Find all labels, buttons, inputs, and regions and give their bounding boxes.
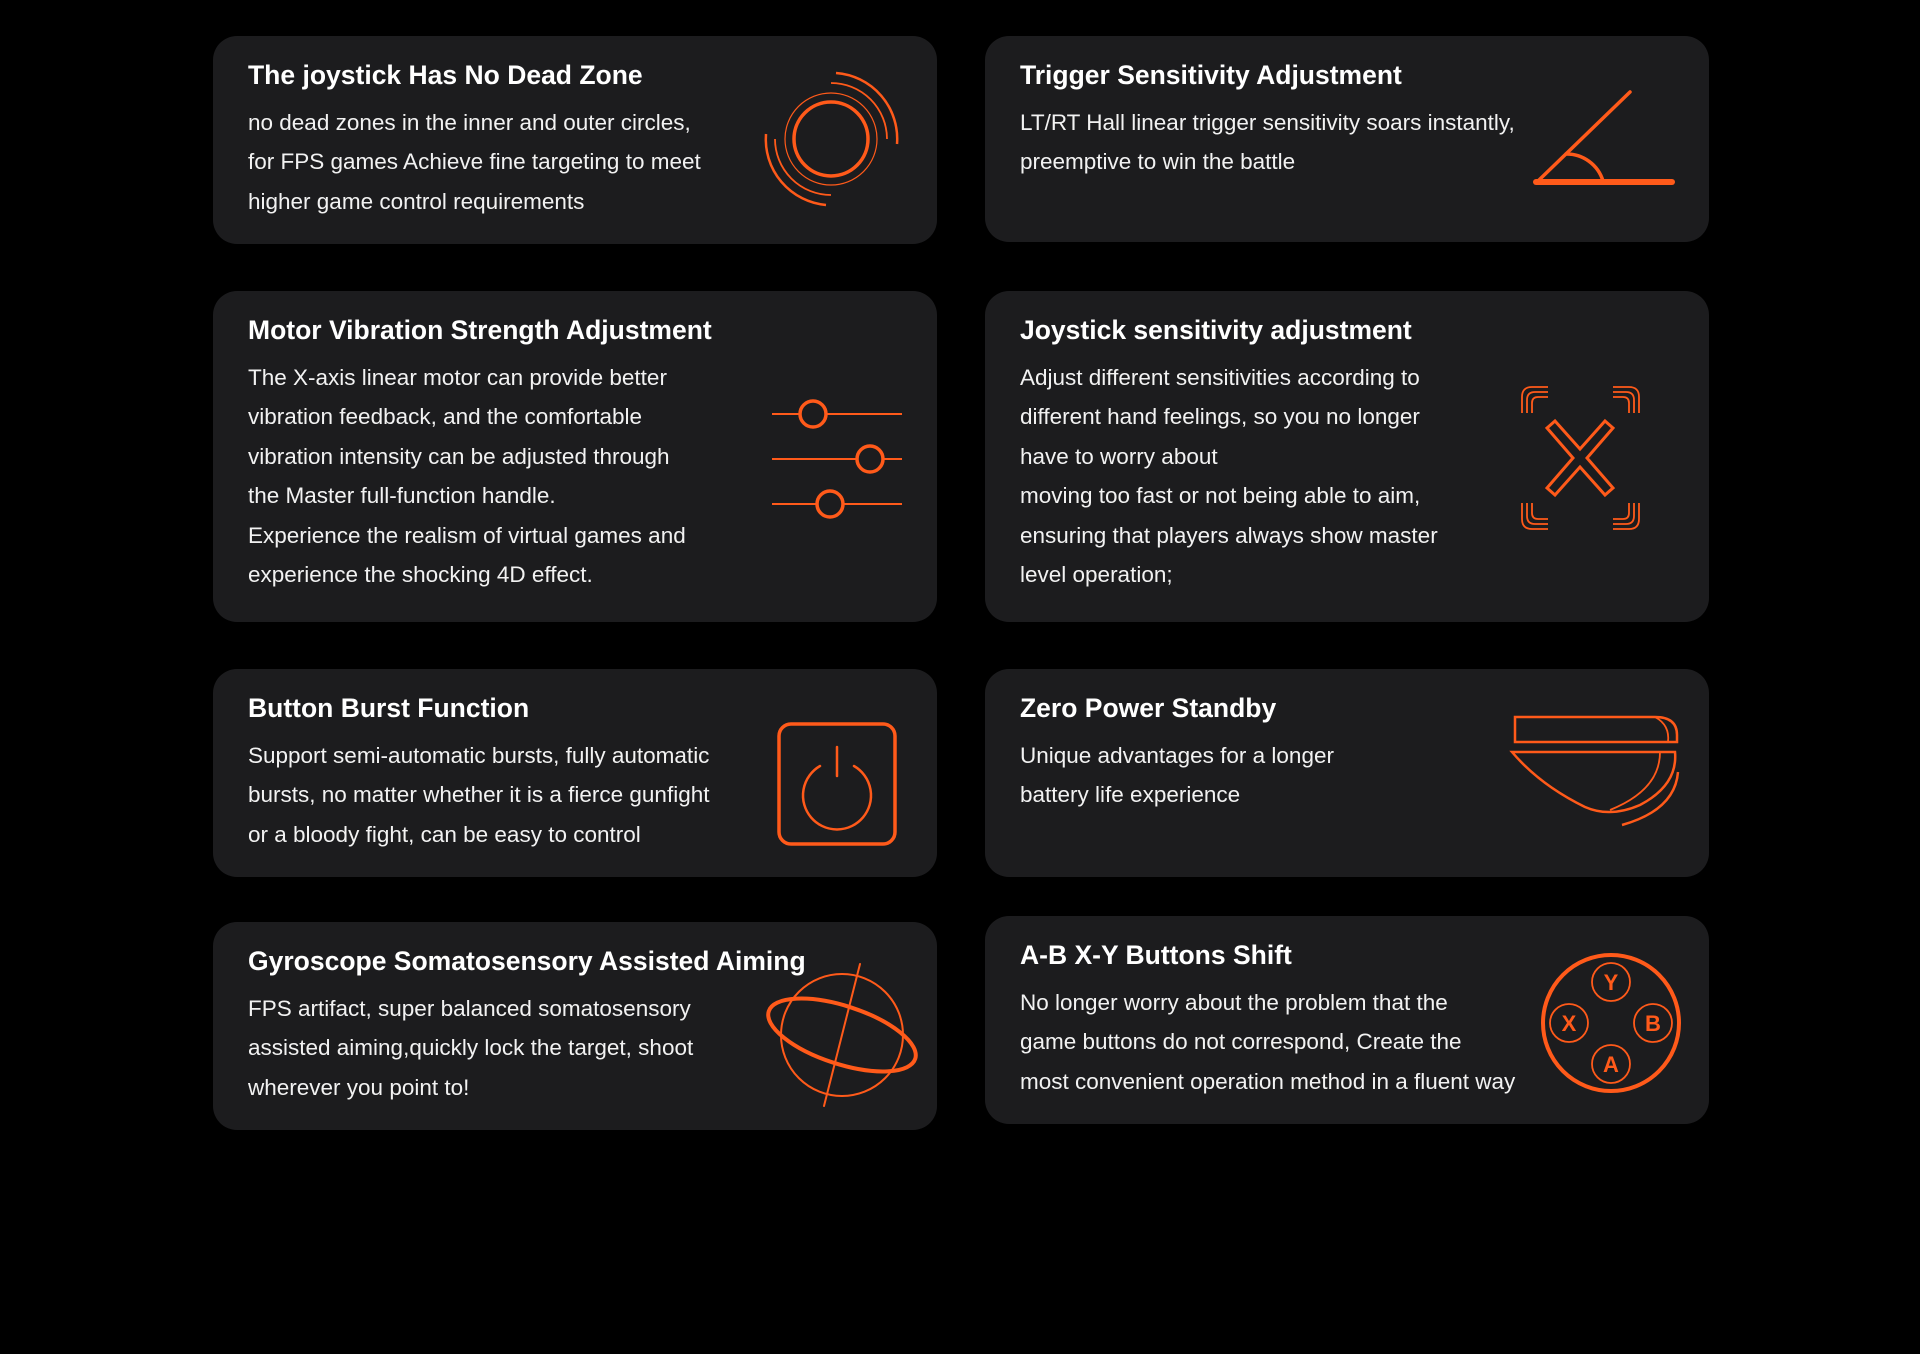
feature-card-gyroscope (213, 922, 937, 1130)
feature-description: The X-axis linear motor can provide better vibration feedback, and the comfortable vibration intensity can be adjusted through the Master full-function handle. Experience the realism of virtual games and experience the shocking 4D effect. (248, 364, 686, 588)
feature-title: The joystick Has No Dead Zone (248, 60, 643, 90)
feature-description: no dead zones in the inner and outer circles, for FPS games Achieve fine targeting to meet higher game control requirements (248, 109, 701, 214)
a-button-label: A (1603, 1052, 1619, 1077)
abxy-buttons-icon (1540, 952, 1684, 1096)
x-button-label: X (1561, 1011, 1577, 1036)
feature-card-abxy-shift (985, 916, 1709, 1124)
sliders-icon (770, 395, 910, 525)
feature-title: Zero Power Standby (1020, 693, 1277, 723)
feature-description: FPS artifact, super balanced somatosensory assisted aiming,quickly lock the target, shoot wherever you point to! (248, 995, 694, 1100)
feature-description: LT/RT Hall linear trigger sensitivity soars instantly, preemptive to win the battle (1020, 109, 1515, 175)
feature-title: Trigger Sensitivity Adjustment (1020, 60, 1402, 90)
b-button-label: B (1645, 1011, 1661, 1036)
feature-description: Adjust different sensitivities according to different hand feelings, so you no longer have to worry about moving too fast or not being able to aim, ensuring that players always show master level operation; (1020, 364, 1438, 588)
feature-card-no-dead-zone (213, 36, 937, 244)
trigger-angle-icon (1530, 90, 1680, 190)
gyroscope-icon (763, 962, 923, 1112)
feature-card-joystick-sensitivity (985, 291, 1709, 622)
feature-description: Unique advantages for a longer battery life experience (1020, 742, 1334, 808)
power-button-icon (776, 721, 900, 847)
feature-description: Support semi-automatic bursts, fully automatic bursts, no matter whether it is a fierce gunfight or a bloody fight, can be easy to control (248, 742, 710, 847)
feature-card-trigger-sensitivity (985, 36, 1709, 242)
crosshair-x-icon (1518, 383, 1643, 533)
feature-title: Button Burst Function (248, 693, 530, 723)
feature-description: No longer worry about the problem that the game buttons do not correspond, Create the most convenient operation method in a fluent way (1020, 989, 1516, 1094)
feature-title: Motor Vibration Strength Adjustment (248, 315, 712, 345)
battery-bowl-icon (1510, 715, 1690, 835)
feature-card-zero-power-standby (985, 669, 1709, 877)
feature-title: A-B X-Y Buttons Shift (1020, 940, 1292, 970)
concentric-circles-icon (756, 64, 906, 214)
feature-title: Joystick sensitivity adjustment (1020, 315, 1412, 345)
feature-title: Gyroscope Somatosensory Assisted Aiming (248, 946, 806, 976)
y-button-label: Y (1603, 970, 1619, 995)
feature-card-motor-vibration (213, 291, 937, 622)
feature-card-button-burst (213, 669, 937, 877)
